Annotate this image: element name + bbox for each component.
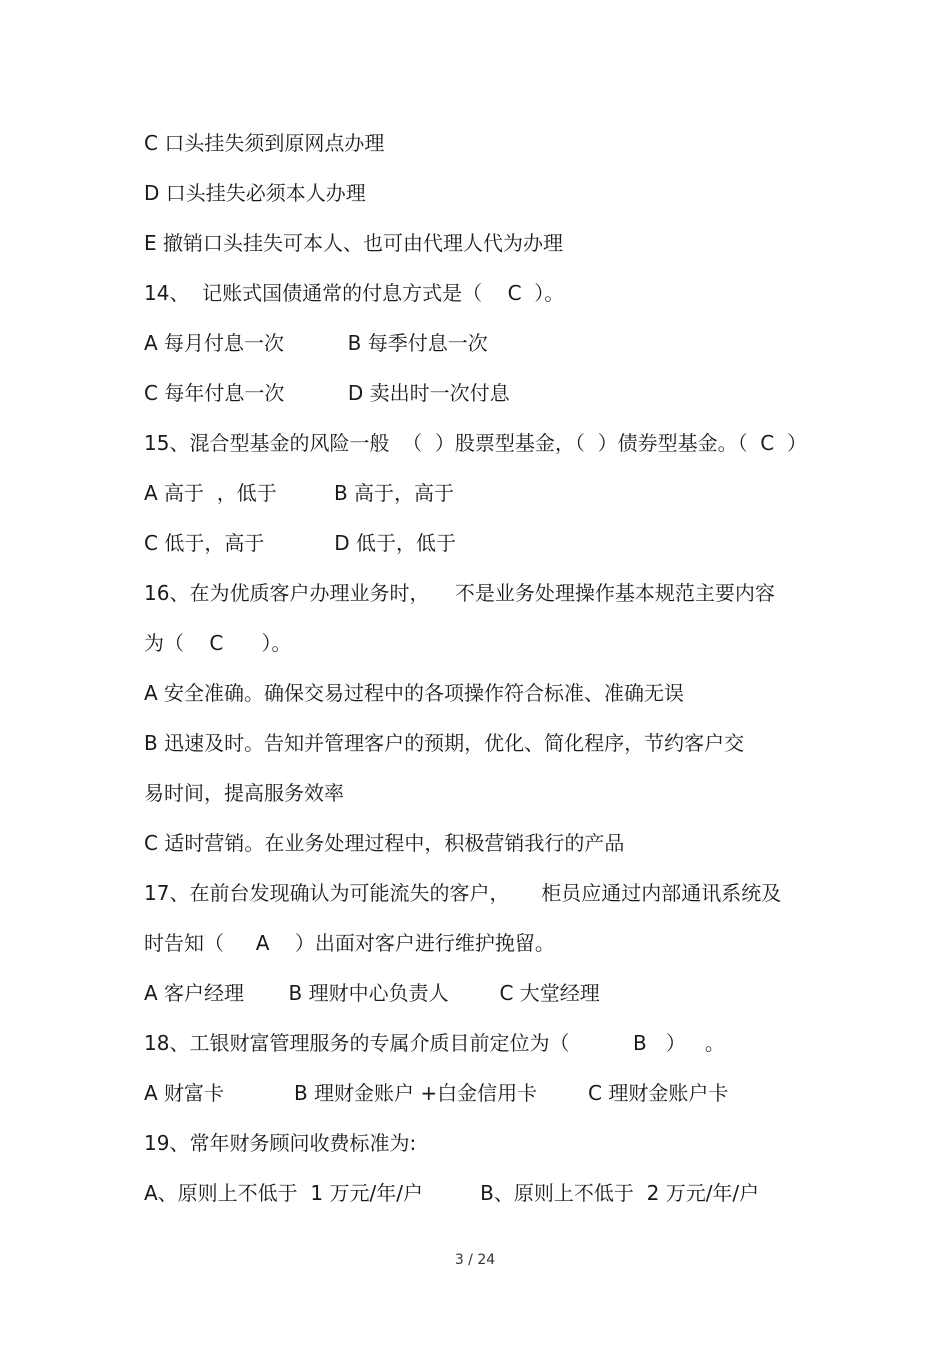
option-e-q13: E 撤销口头挂失可本人、也可由代理人代为办理 <box>144 231 563 255</box>
option-b-q16-line-2: 易时间，提高服务效率 <box>144 781 344 805</box>
options-q18: A 财富卡 B 理财金账户 +白金信用卡 C 理财金账户卡 <box>144 1081 729 1105</box>
option-d-q13: D 口头挂失必须本人办理 <box>144 181 366 205</box>
question-18: 18、工银财富管理服务的专属介质目前定位为（ B ） 。 <box>144 1031 725 1055</box>
question-19: 19、常年财务顾问收费标准为: <box>144 1131 417 1155</box>
question-15: 15、混合型基金的风险一般 （ ）股票型基金，（ ）债券型基金。（ C ） <box>144 431 807 455</box>
options-cd-q14: C 每年付息一次 D 卖出时一次付息 <box>144 381 510 405</box>
question-17-line-2: 时告知（ A ）出面对客户进行维护挽留。 <box>144 931 555 955</box>
question-17-line-1: 17、在前台发现确认为可能流失的客户， 柜员应通过内部通讯系统及 <box>144 881 782 905</box>
option-c-q16: C 适时营销。在业务处理过程中，积极营销我行的产品 <box>144 831 625 855</box>
options-ab-q15: A 高于 ，低于 B 高于，高于 <box>144 481 455 505</box>
options-q17: A 客户经理 B 理财中心负责人 C 大堂经理 <box>144 981 600 1005</box>
question-16-line-2: 为（ C ）。 <box>144 631 292 655</box>
question-16-line-1: 16、在为优质客户办理业务时， 不是业务处理操作基本规范主要内容 <box>144 581 775 605</box>
options-ab-q19: A、原则上不低于 1 万元/年/户 B、原则上不低于 2 万元/年/户 <box>144 1181 760 1205</box>
options-ab-q14: A 每月付息一次 B 每季付息一次 <box>144 331 488 355</box>
options-cd-q15: C 低于，高于 D 低于，低于 <box>144 531 457 555</box>
option-a-q16: A 安全准确。确保交易过程中的各项操作符合标准、准确无误 <box>144 681 685 705</box>
option-c-q13: C 口头挂失须到原网点办理 <box>144 131 385 155</box>
question-14: 14、 记账式国债通常的付息方式是（ C ）。 <box>144 281 565 305</box>
option-b-q16-line-1: B 迅速及时。告知并管理客户的预期，优化、简化程序，节约客户交 <box>144 731 745 755</box>
page-number: 3 / 24 <box>454 1252 496 1268</box>
